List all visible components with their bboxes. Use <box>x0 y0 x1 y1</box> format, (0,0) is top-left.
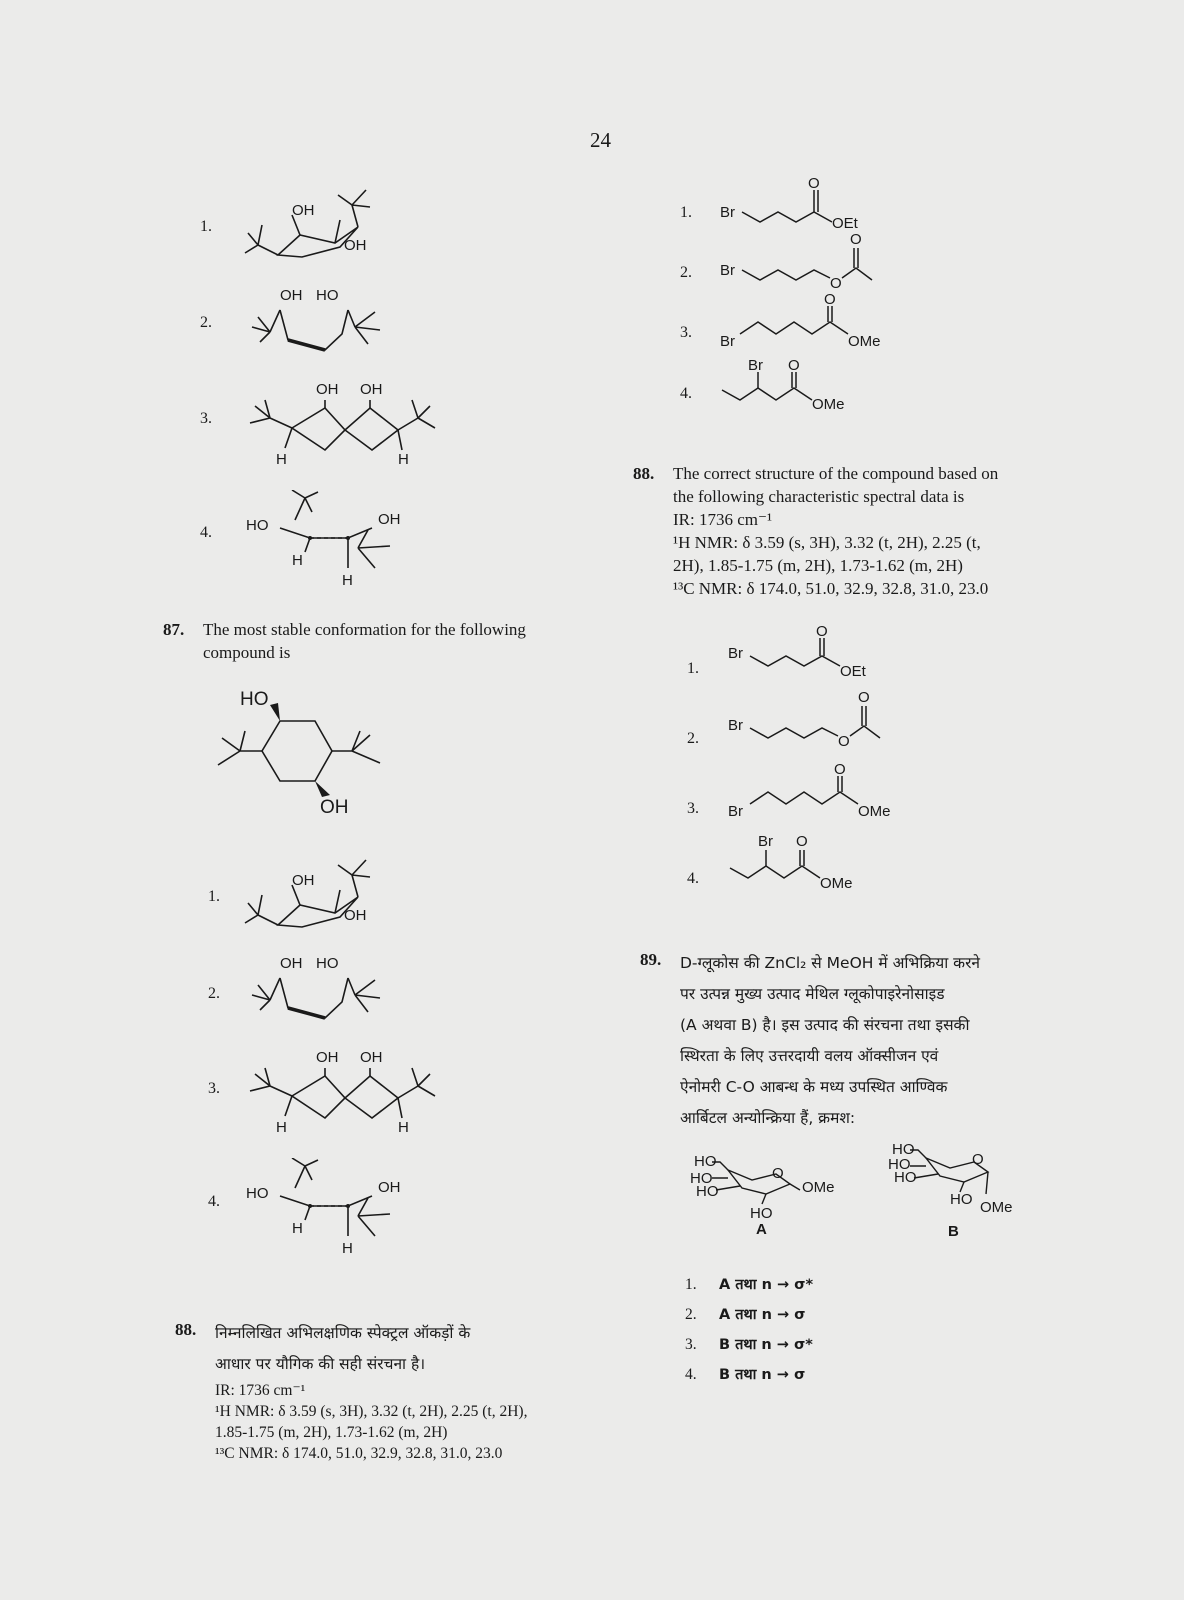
svg-text:Br: Br <box>728 645 743 662</box>
svg-text:HO: HO <box>694 1153 717 1170</box>
boat-conformer-structure <box>240 282 400 362</box>
svg-text:HO: HO <box>240 689 269 710</box>
question-89: 89. D-ग्लूकोस की ZnCl₂ से MeOH में अभिक्रिया करने पर उत्पन्न मुख्य उत्पाद मेथिल ग्लूकोपाइरेनोसाइड (A अथवा B) है। इस उत्पाद की संरचना तथा इसकी स्थिरता के लिए उत्तरदायी वलय ऑक्सीजन एवं ऐनोमरी C-O आबन्ध के मध्य उपस्थित आण्विक आर्बिटल अन्योन्क्रिया हैं, क्रमश: <box>640 950 981 1127</box>
svg-text:O: O <box>808 175 820 192</box>
svg-text:O: O <box>858 690 870 706</box>
glucopyranoside-b-structure <box>888 1136 1038 1241</box>
svg-text:OH: OH <box>320 797 349 818</box>
question-88-hindi: 88. निम्नलिखित अभिलक्षणिक स्पेक्ट्रल ऑकड़ों के आधार पर यौगिक की सही संरचना है। IR: 1736 cm⁻¹ ¹H NMR: δ 3.59 (s, 3H), 3.32 (t, 2H), 2.25 (t, 2H), 1.85-1.75 (m, 2H), 1.73-1.62 (m, 2H) ¹³C NMR: δ 174.0, 51.0, 32.9, 32.8, 31.0, 23.0 <box>175 1320 528 1462</box>
option-number: 2. <box>680 264 692 281</box>
ethyl-bromobutanoate-structure <box>728 620 888 682</box>
svg-text:OH: OH <box>316 381 339 398</box>
option-number: 3. <box>687 800 699 817</box>
svg-text:O: O <box>816 623 828 640</box>
svg-text:OH: OH <box>292 202 315 219</box>
svg-text:H: H <box>292 552 303 569</box>
option-number: 2. <box>208 985 220 1002</box>
svg-text:O: O <box>834 761 846 778</box>
methyl-bromopentanoate-branched-structure <box>728 832 898 894</box>
option-number: 4. <box>680 385 692 402</box>
svg-text:H: H <box>276 1119 287 1136</box>
svg-text:OH: OH <box>280 955 303 972</box>
half-chair-conformer-structure <box>240 490 420 595</box>
option-number: 1. <box>208 888 220 905</box>
svg-text:HO: HO <box>246 1185 269 1202</box>
svg-text:OH: OH <box>360 381 383 398</box>
svg-text:OEt: OEt <box>832 215 858 232</box>
chair-conformer-structure <box>240 855 400 940</box>
svg-text:OH: OH <box>316 1049 339 1066</box>
svg-text:O: O <box>788 357 800 374</box>
svg-text:HO: HO <box>246 517 269 534</box>
svg-text:OH: OH <box>360 1049 383 1066</box>
option-number: 4. <box>687 870 699 887</box>
ethyl-bromobutanoate-structure <box>720 172 880 232</box>
methyl-bromopentanoate-branched-structure <box>720 352 890 414</box>
bromobutyl-acetate-structure <box>728 690 898 752</box>
answer-option: 4. B तथा n → σ <box>685 1366 806 1383</box>
svg-text:Br: Br <box>758 833 773 850</box>
svg-text:H: H <box>276 451 287 468</box>
svg-text:OH: OH <box>280 287 303 304</box>
svg-text:HO: HO <box>690 1170 713 1187</box>
svg-text:HO: HO <box>316 287 339 304</box>
svg-text:HO: HO <box>888 1156 911 1173</box>
option-number: 3. <box>208 1080 220 1097</box>
svg-text:HO: HO <box>750 1205 773 1222</box>
glucopyranoside-a-structure <box>690 1148 840 1238</box>
twist-conformer-structure <box>240 378 440 468</box>
svg-text:H: H <box>342 1240 353 1257</box>
svg-text:OH: OH <box>344 237 367 254</box>
bromobutyl-acetate-structure <box>720 232 890 292</box>
svg-text:Br: Br <box>728 717 743 734</box>
option-number: 2. <box>687 730 699 747</box>
option-number: 1. <box>200 218 212 235</box>
svg-text:Br: Br <box>748 357 763 374</box>
svg-text:H: H <box>342 572 353 589</box>
option-number: 2. <box>200 314 212 331</box>
svg-text:O: O <box>972 1151 984 1168</box>
svg-text:O: O <box>838 733 850 750</box>
svg-text:HO: HO <box>316 955 339 972</box>
svg-text:H: H <box>292 1220 303 1237</box>
svg-text:OMe: OMe <box>812 396 845 413</box>
answer-option: 3. B तथा n → σ* <box>685 1336 813 1353</box>
svg-text:Br: Br <box>720 333 735 350</box>
svg-text:OH: OH <box>292 872 315 889</box>
answer-option: 1. A तथा n → σ* <box>685 1276 814 1293</box>
question-88-english: 88. The correct structure of the compound based on the following characteristic spectral data is IR: 1736 cm⁻¹ ¹H NMR: δ 3.59 (s, 3H), 3.32 (t, 2H), 2.25 (t, 2H), 1.85-1.75 (m, 2H), 1.73-1.62 (m, 2H) ¹³C NMR: δ 174.0, 51.0, 32.9, 32.8, 31.0, 23.0 <box>633 464 999 598</box>
svg-text:OMe: OMe <box>858 803 891 820</box>
svg-text:Br: Br <box>728 803 743 820</box>
svg-text:H: H <box>398 451 409 468</box>
svg-text:HO: HO <box>696 1183 719 1200</box>
svg-text:O: O <box>830 275 842 292</box>
option-number: 4. <box>200 524 212 541</box>
svg-text:H: H <box>398 1119 409 1136</box>
page-number: 24 <box>590 128 611 152</box>
svg-text:OMe: OMe <box>802 1179 835 1196</box>
methyl-bromopentanoate-structure <box>728 760 898 822</box>
svg-text:HO: HO <box>892 1141 915 1158</box>
chair-conformer-structure <box>240 185 400 270</box>
svg-text:Br: Br <box>720 204 735 221</box>
svg-text:OEt: OEt <box>840 663 866 680</box>
svg-text:O: O <box>772 1165 784 1182</box>
option-number: 3. <box>680 324 692 341</box>
svg-text:HO: HO <box>894 1169 917 1186</box>
option-number: 4. <box>208 1193 220 1210</box>
answer-option: 2. A तथा n → σ <box>685 1306 806 1323</box>
cyclohexane-diol-structure <box>200 683 410 833</box>
svg-text:OMe: OMe <box>848 333 881 350</box>
svg-text:OH: OH <box>378 1179 401 1196</box>
svg-text:B: B <box>948 1223 959 1240</box>
option-number: 1. <box>680 204 692 221</box>
svg-text:A: A <box>756 1221 767 1238</box>
svg-text:OMe: OMe <box>980 1199 1013 1216</box>
question-87: 87. The most stable conformation for the following compound is <box>163 620 526 662</box>
svg-text:O: O <box>850 232 862 248</box>
svg-text:OMe: OMe <box>820 875 853 892</box>
twist-conformer-structure <box>240 1046 440 1136</box>
option-number: 3. <box>200 410 212 427</box>
option-number: 1. <box>687 660 699 677</box>
svg-text:Br: Br <box>720 262 735 279</box>
svg-text:OH: OH <box>344 907 367 924</box>
svg-text:O: O <box>796 833 808 850</box>
methyl-bromopentanoate-structure <box>720 292 890 352</box>
svg-text:O: O <box>824 292 836 308</box>
svg-text:HO: HO <box>950 1191 973 1208</box>
svg-text:OH: OH <box>378 511 401 528</box>
boat-conformer-structure <box>240 950 400 1030</box>
half-chair-conformer-structure <box>240 1158 420 1263</box>
